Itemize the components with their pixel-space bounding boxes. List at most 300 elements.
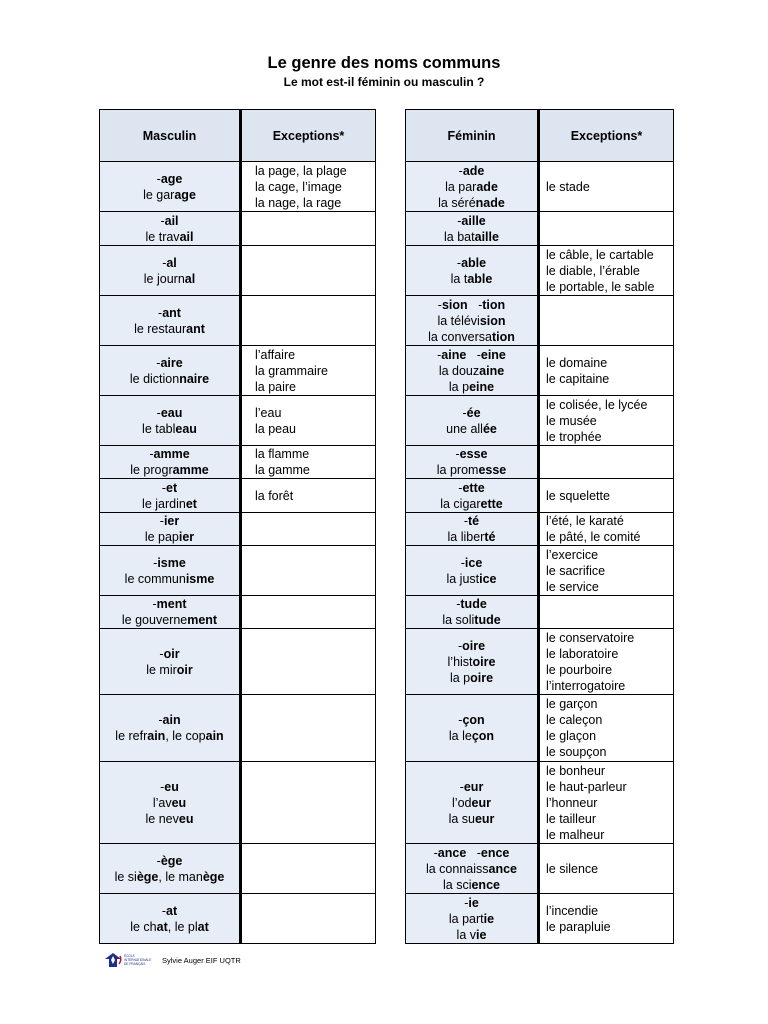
example-word <box>102 571 237 587</box>
exceptions-cell <box>539 513 674 546</box>
exceptions-cell <box>539 844 674 894</box>
word-part: - <box>466 347 481 362</box>
ending-cell <box>100 162 241 212</box>
word-part: - <box>153 555 158 570</box>
exceptions-cell <box>539 246 674 296</box>
ending-suffix <box>408 513 535 529</box>
ending-suffix <box>102 355 237 371</box>
ending-suffix <box>102 305 237 321</box>
word-part: - <box>160 779 165 794</box>
exception-word: le stade <box>546 179 590 194</box>
ending-highlight: ment <box>187 613 218 627</box>
ending-cell <box>406 479 539 513</box>
logo-text-line2: INTERNATIONALE <box>124 958 152 962</box>
table-row <box>100 396 376 446</box>
exception-word: le pourboire <box>546 662 613 677</box>
exception-word: le squelette <box>546 488 610 503</box>
ending-highlight: naire <box>179 371 210 386</box>
ending-suffix <box>102 646 237 662</box>
word-part: - <box>158 305 163 320</box>
word-part: la prom <box>436 463 479 477</box>
table-row <box>100 596 376 629</box>
exception-word: le diable, l’érable <box>546 263 640 278</box>
ending-highlight: age <box>160 171 183 186</box>
example-word <box>408 271 535 287</box>
masculine-table <box>99 109 376 944</box>
word-part: - <box>433 845 438 860</box>
ending-highlight: tude <box>474 613 501 627</box>
example-word <box>408 811 535 827</box>
example-word <box>408 313 535 329</box>
ending-highlight: eur <box>471 795 491 810</box>
ending-highlight: ail <box>164 213 179 228</box>
word-part: la le <box>448 729 472 743</box>
word-part: le ch <box>130 919 157 934</box>
ending-suffix <box>408 297 535 313</box>
header-exceptions: Exceptions* <box>241 110 376 162</box>
ending-highlight: ège <box>202 869 225 884</box>
exceptions-cell <box>241 296 376 346</box>
exceptions-cell <box>539 479 674 513</box>
example-word <box>102 496 237 512</box>
ending-highlight: oir <box>176 662 193 677</box>
ending-suffix <box>408 638 535 654</box>
page-title: Le genre des noms communs <box>267 54 501 72</box>
example-word <box>102 462 237 478</box>
word-part: - <box>161 903 167 918</box>
ending-suffix <box>408 712 535 728</box>
ending-highlight: isme <box>157 555 186 570</box>
exception-word: l’incendie <box>546 903 599 918</box>
example-word <box>102 662 237 678</box>
ending-cell <box>406 346 539 396</box>
word-part: le gar <box>143 187 175 202</box>
ending-highlight: ée <box>466 405 481 420</box>
word-part: la cigar <box>440 496 481 511</box>
exceptions-cell <box>241 513 376 546</box>
word-part: la par <box>445 179 477 194</box>
example-word <box>408 462 535 478</box>
ending-highlight: ier <box>163 514 180 528</box>
header-masculin: Masculin <box>100 110 241 162</box>
ending-highlight: ie <box>476 927 487 942</box>
table-row <box>406 762 674 844</box>
exception-word: l’interrogatoire <box>546 678 626 693</box>
word-part: la bat <box>444 229 475 244</box>
example-word <box>408 670 535 686</box>
exception-word: le malheur <box>546 827 605 842</box>
ending-highlight: esse <box>478 463 507 477</box>
ending-highlight: ette <box>480 496 503 511</box>
ending-highlight: age <box>174 187 196 202</box>
ending-suffix <box>102 555 237 571</box>
header-exceptions: Exceptions* <box>539 110 674 162</box>
logo-text-line1: ÉCOLE <box>124 954 135 958</box>
ending-highlight: esse <box>459 447 488 461</box>
word-part: la just <box>446 571 480 586</box>
table-row <box>406 596 674 629</box>
ending-cell <box>100 446 241 479</box>
word-part: la v <box>456 927 476 942</box>
exceptions-cell <box>241 629 376 695</box>
word-part: - <box>156 405 161 420</box>
exceptions-cell <box>241 546 376 596</box>
ending-cell <box>406 596 539 629</box>
table-row <box>406 513 674 546</box>
exceptions-cell <box>241 396 376 446</box>
ending-highlight: sion <box>441 297 468 312</box>
table-row <box>406 162 674 212</box>
table-row <box>406 212 674 246</box>
ending-cell <box>100 346 241 396</box>
example-word <box>408 612 535 628</box>
ending-highlight: able <box>461 255 487 270</box>
table-row <box>100 246 376 296</box>
word-part: - <box>156 853 161 868</box>
word-part: - <box>161 480 167 495</box>
example-word <box>102 795 237 811</box>
example-word <box>408 654 535 670</box>
ending-cell <box>100 844 241 894</box>
word-part: - <box>457 638 463 653</box>
exception-word: l’honneur <box>546 795 598 810</box>
ending-highlight: ain <box>147 729 166 743</box>
table-row <box>406 346 674 396</box>
word-part: le jardin <box>142 496 186 511</box>
example-word <box>408 795 535 811</box>
exceptions-cell <box>539 546 674 596</box>
ending-highlight: aine <box>479 363 505 378</box>
ending-cell <box>406 546 539 596</box>
ending-highlight: oire <box>462 638 486 653</box>
table-row <box>100 346 376 396</box>
ending-highlight: oire <box>470 670 494 685</box>
ending-highlight: ice <box>479 571 497 586</box>
ending-suffix <box>102 446 237 462</box>
word-part: - <box>152 597 157 611</box>
ending-highlight: aire <box>160 355 183 370</box>
ending-suffix <box>408 213 535 229</box>
word-part: la soli <box>442 613 475 627</box>
word-part: la p <box>448 379 470 394</box>
ending-highlight: ant <box>162 305 181 320</box>
ending-highlight: al <box>184 271 196 286</box>
school-logo-icon <box>104 951 156 969</box>
table-row <box>100 695 376 762</box>
ending-highlight: aine <box>441 347 467 362</box>
ending-highlight: at <box>166 903 178 918</box>
ending-cell <box>406 212 539 246</box>
word-part: le gouverne <box>121 613 188 627</box>
ending-suffix <box>102 779 237 795</box>
ending-suffix <box>408 163 535 179</box>
word-part: le mir <box>146 662 177 677</box>
word-part: le journ <box>143 271 185 286</box>
example-word <box>408 529 535 545</box>
ending-cell <box>100 513 241 546</box>
exceptions-cell <box>241 844 376 894</box>
ending-highlight: ance <box>488 861 518 876</box>
exception-word: le portable, le sable <box>546 279 655 294</box>
exception-word: l’eau <box>255 405 282 420</box>
exception-word: le caleçon <box>546 713 603 727</box>
exception-word: le domaine <box>546 355 608 370</box>
feminine-table <box>405 109 674 944</box>
word-part: le nev <box>145 811 179 826</box>
word-part: - <box>460 555 465 570</box>
ending-highlight: at <box>156 919 168 934</box>
ending-highlight: ette <box>462 480 485 495</box>
exception-word: la cage, l’image <box>255 179 342 194</box>
word-part: - <box>464 895 469 910</box>
example-word <box>408 379 535 395</box>
word-part: - <box>437 297 442 312</box>
ending-suffix <box>408 255 535 271</box>
ending-cell <box>406 695 539 762</box>
exception-word: la grammaire <box>255 363 328 378</box>
exceptions-cell <box>241 446 376 479</box>
example-word <box>102 612 237 628</box>
exceptions-cell <box>241 695 376 762</box>
example-word <box>408 877 535 893</box>
exception-word: le colisée, le lycée <box>546 397 648 412</box>
ending-highlight: eu <box>164 779 179 794</box>
table-row <box>100 513 376 546</box>
table-row <box>406 894 674 944</box>
exception-word: le tailleur <box>546 811 597 826</box>
ending-highlight: at <box>197 919 209 934</box>
exceptions-cell <box>241 162 376 212</box>
word-part: - <box>437 347 442 362</box>
ending-cell <box>100 695 241 762</box>
word-part: , le man <box>158 869 203 884</box>
page-subtitle: Le mot est-il féminin ou masculin ? <box>283 75 485 89</box>
exceptions-cell <box>539 894 674 944</box>
example-word <box>408 229 535 245</box>
ending-cell <box>100 629 241 695</box>
example-word <box>102 271 237 287</box>
exception-word: le pâté, le comité <box>546 530 641 544</box>
ending-cell <box>100 596 241 629</box>
logo-text-line3: DE FRANÇAIS <box>124 962 146 966</box>
ending-highlight: ée <box>482 421 497 436</box>
table-row <box>100 162 376 212</box>
word-part: - <box>162 255 167 270</box>
example-word <box>408 728 535 744</box>
ending-highlight: aille <box>461 213 486 228</box>
ending-suffix <box>102 903 237 919</box>
word-part: la séré <box>438 195 476 210</box>
exception-word: le conservatoire <box>546 630 635 645</box>
ending-suffix <box>102 213 237 229</box>
footer-author: Sylvie Auger EIF UQTR <box>162 955 241 965</box>
example-word <box>408 911 535 927</box>
exceptions-cell <box>241 346 376 396</box>
ending-suffix <box>102 853 237 869</box>
example-word <box>408 496 535 512</box>
word-part: - <box>156 171 161 186</box>
table-row <box>406 246 674 296</box>
ending-highlight: ade <box>462 163 485 178</box>
exception-word: le glaçon <box>546 729 597 743</box>
word-part: - <box>149 447 154 461</box>
word-part: - <box>467 297 483 312</box>
exception-word: la forêt <box>255 488 294 503</box>
ending-highlight: té <box>484 530 496 544</box>
ending-highlight: eur <box>463 779 484 794</box>
exception-word: la peau <box>255 421 297 436</box>
word-part: la télévi <box>437 313 480 328</box>
ending-suffix <box>408 480 535 496</box>
ending-highlight: eau <box>160 405 183 420</box>
exception-word: la page, la plage <box>255 163 347 178</box>
ending-highlight: tion <box>482 297 506 312</box>
example-word <box>102 371 237 387</box>
word-part: le tabl <box>142 421 176 436</box>
exception-word: l’affaire <box>255 347 296 362</box>
example-word <box>408 363 535 379</box>
example-word <box>102 728 237 744</box>
ending-highlight: oir <box>163 646 180 661</box>
word-part: la conversa <box>428 329 492 344</box>
ending-cell <box>100 246 241 296</box>
table-row <box>100 296 376 346</box>
exceptions-cell <box>241 894 376 944</box>
exception-word: l’exercice <box>546 547 599 562</box>
word-part: la sci <box>443 877 472 892</box>
ending-highlight: ence <box>471 877 500 892</box>
word-part: - <box>458 713 463 727</box>
ending-highlight: oire <box>472 654 496 669</box>
exception-word: le câble, le cartable <box>546 247 654 262</box>
ending-suffix <box>102 171 237 187</box>
exceptions-cell <box>539 695 674 762</box>
ending-highlight: ice <box>464 555 483 570</box>
example-word <box>102 919 237 935</box>
ending-highlight: aille <box>474 229 499 244</box>
ending-cell <box>100 479 241 513</box>
example-word <box>408 421 535 437</box>
ending-highlight: ain <box>162 713 181 727</box>
word-part: - <box>456 597 461 611</box>
exceptions-cell <box>539 446 674 479</box>
exceptions-cell <box>539 629 674 695</box>
ending-highlight: amme <box>172 463 209 477</box>
example-word <box>408 195 535 211</box>
ending-highlight: amme <box>153 447 190 461</box>
ending-highlight: ail <box>179 229 194 244</box>
example-word <box>408 571 535 587</box>
ending-highlight: et <box>185 496 197 511</box>
exceptions-cell <box>241 212 376 246</box>
table-row <box>406 695 674 762</box>
word-part: , le pl <box>167 919 198 934</box>
ending-highlight: eu <box>171 795 187 810</box>
ending-highlight: tude <box>460 597 487 611</box>
word-part: la connaiss <box>425 861 489 876</box>
ending-highlight: ier <box>178 530 195 544</box>
word-part: - <box>456 255 462 270</box>
exception-word: la nage, la rage <box>255 195 342 210</box>
table-row <box>100 629 376 695</box>
word-part: le refr <box>115 729 148 743</box>
ending-cell <box>100 212 241 246</box>
ending-highlight: té <box>468 514 480 528</box>
exceptions-cell <box>539 296 674 346</box>
ending-suffix <box>408 405 535 421</box>
exception-word: le trophée <box>546 429 602 444</box>
example-word <box>408 861 535 877</box>
word-part: le diction <box>129 371 180 386</box>
exception-word: le sacrifice <box>546 563 606 578</box>
ending-highlight: tion <box>492 329 515 344</box>
ending-cell <box>100 546 241 596</box>
exception-word: le capitaine <box>546 371 610 386</box>
word-part: la t <box>450 271 468 286</box>
ending-highlight: eu <box>178 811 194 826</box>
word-part: - <box>159 646 164 661</box>
word-part: , le cop <box>165 729 206 743</box>
ending-highlight: ance <box>437 845 467 860</box>
ending-highlight: isme <box>185 571 215 586</box>
example-word <box>102 869 237 885</box>
ending-cell <box>406 762 539 844</box>
example-word <box>102 529 237 545</box>
ending-highlight: sion <box>479 313 506 328</box>
ending-cell <box>406 296 539 346</box>
exception-word: le musée <box>546 413 597 428</box>
word-part: - <box>455 447 460 461</box>
ending-cell <box>406 629 539 695</box>
word-part: - <box>158 713 163 727</box>
ending-highlight: ant <box>186 321 205 336</box>
word-part: le pap <box>144 530 179 544</box>
word-part: une all <box>446 421 483 436</box>
table-row <box>100 844 376 894</box>
exceptions-cell <box>539 762 674 844</box>
ending-highlight: et <box>166 480 178 495</box>
ending-suffix <box>102 480 237 496</box>
ending-highlight: ade <box>476 179 498 194</box>
exceptions-cell <box>539 596 674 629</box>
exception-word: le haut-parleur <box>546 779 627 794</box>
word-part: - <box>463 514 469 528</box>
word-part: - <box>457 213 462 228</box>
exceptions-cell <box>241 479 376 513</box>
ending-suffix <box>408 845 535 861</box>
ending-highlight: nade <box>475 195 505 210</box>
word-part: l’od <box>452 795 472 810</box>
ending-highlight: ain <box>205 729 224 743</box>
ending-highlight: ège <box>160 853 183 868</box>
ending-highlight: çon <box>462 713 485 727</box>
ending-highlight: ie <box>483 911 495 926</box>
exception-word: le silence <box>546 861 599 876</box>
word-part: - <box>458 480 463 495</box>
ending-suffix <box>102 405 237 421</box>
example-word <box>102 321 237 337</box>
word-part: l’av <box>152 795 172 810</box>
word-part: - <box>458 163 463 178</box>
word-part: la part <box>448 911 484 926</box>
example-word <box>408 329 535 345</box>
ending-cell <box>100 894 241 944</box>
table-row <box>100 446 376 479</box>
example-word <box>408 179 535 195</box>
ending-suffix <box>408 555 535 571</box>
exceptions-cell <box>241 246 376 296</box>
header-feminin: Féminin <box>406 110 539 162</box>
